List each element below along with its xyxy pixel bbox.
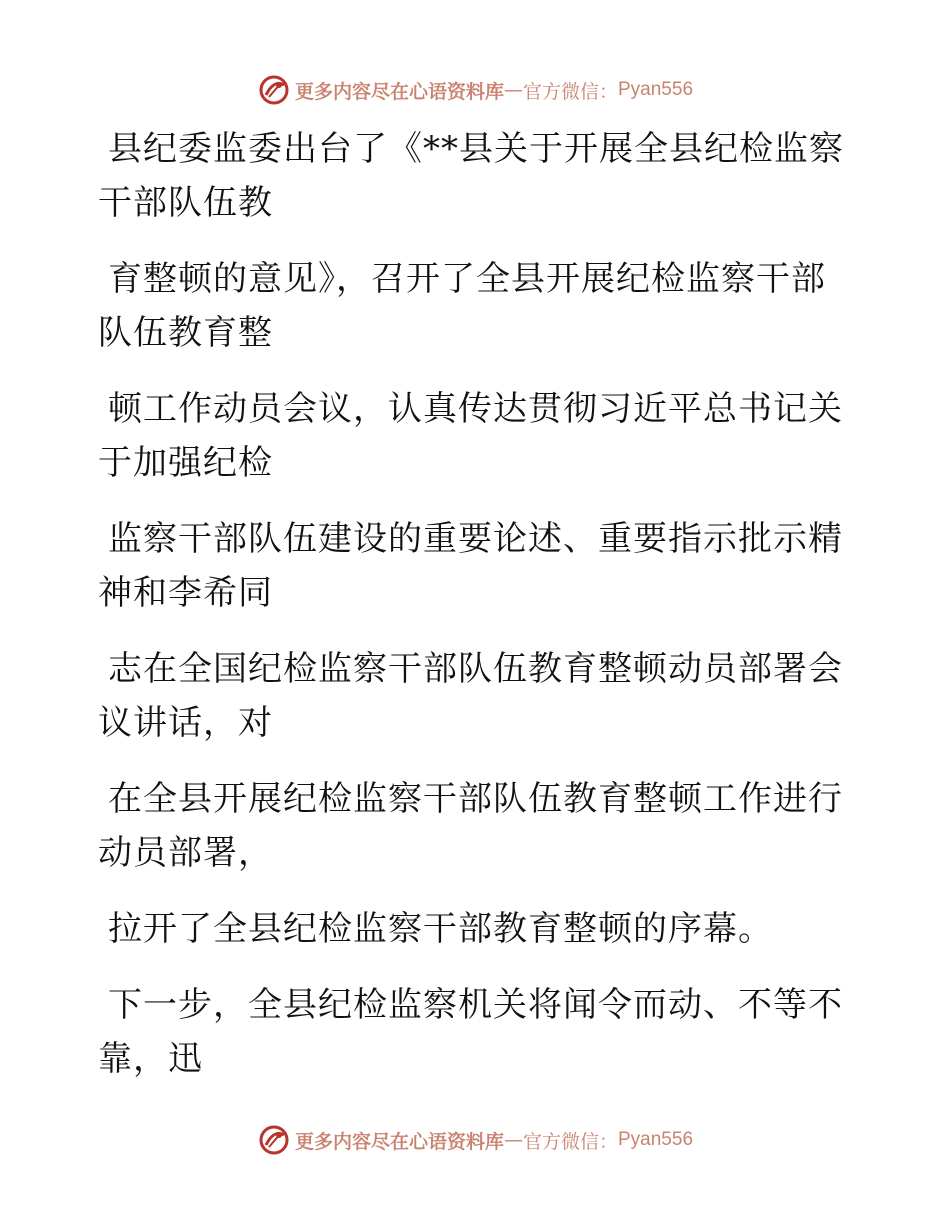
paragraph-8: [98, 978, 843, 1086]
paragraph-line: 志在全国纪检监察干部队伍教育整顿动员部署会: [108, 649, 843, 689]
paragraph-line: 下一步，全县纪检监察机关将闻令而动、不等不: [108, 985, 843, 1025]
header-wechat-id: Pyan556: [618, 79, 694, 100]
paragraph-line: 县纪委监委出台了《**县关于开展全县纪检监察: [108, 129, 844, 169]
paragraph-7: [98, 902, 838, 956]
footer-banner: [0, 1120, 950, 1160]
paragraph-5: [98, 642, 843, 750]
paragraph-line: 干部队伍教: [98, 183, 273, 223]
paragraph-line: 神和李希同: [98, 573, 273, 613]
paragraph-line: 育整顿的意见》，召开了全县开展纪检监察干部: [108, 259, 826, 299]
paragraph-line: 顿工作动员会议，认真传达贯彻习近平总书记关: [108, 389, 843, 429]
header-wechat-label: 官方微信：: [522, 80, 618, 103]
paragraph-2: [98, 252, 838, 360]
footer-brand-text: 更多内容尽在心语资料库: [294, 1130, 504, 1153]
paragraph-line: 靠，迅: [98, 1039, 203, 1079]
paragraph-6: [98, 772, 843, 880]
header-separator: —: [503, 79, 523, 101]
paragraph-line: 议讲话，对: [98, 703, 273, 743]
paragraph-line: 拉开了全县纪检监察干部教育整顿的序幕。: [108, 909, 773, 949]
paragraph-4: [98, 512, 843, 620]
paragraph-line: 监察干部队伍建设的重要论述、重要指示批示精: [108, 519, 843, 559]
paragraph-line: 队伍教育整: [98, 313, 273, 353]
paragraph-line: 于加强纪检: [98, 443, 273, 483]
paragraph-3: [98, 382, 843, 490]
footer-wechat-id: Pyan556: [618, 1129, 694, 1150]
paragraph-1: [98, 122, 844, 230]
footer-wechat-label: 官方微信：: [522, 1130, 618, 1153]
paragraph-line: 在全县开展纪检监察干部队伍教育整顿工作进行: [108, 779, 843, 819]
header-brand-text: 更多内容尽在心语资料库: [294, 80, 504, 103]
brand-logo-icon: [257, 73, 291, 107]
brand-logo-icon: [257, 1123, 291, 1157]
header-banner: [0, 70, 950, 110]
document-body: [98, 122, 844, 1108]
paragraph-line: 动员部署，: [98, 833, 273, 873]
footer-separator: —: [503, 1129, 523, 1151]
